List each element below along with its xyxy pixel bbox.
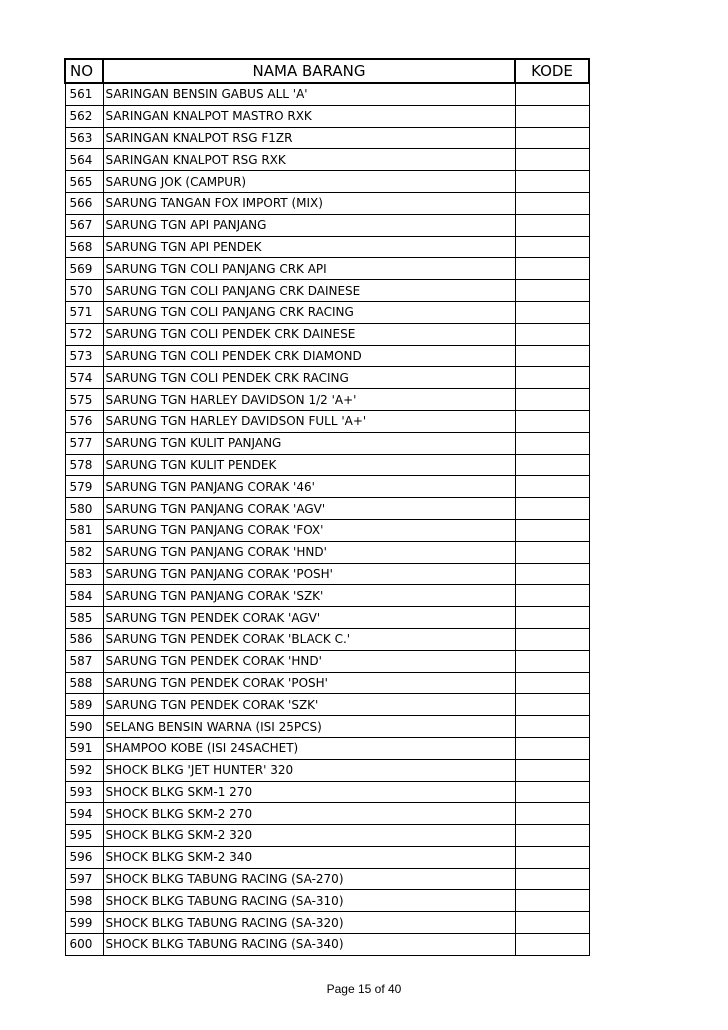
- item-code: [515, 258, 589, 280]
- item-name: SHOCK BLKG TABUNG RACING (SA-310): [103, 890, 515, 912]
- table-row: [65, 280, 589, 302]
- row-number: 578: [65, 454, 103, 476]
- item-name: SARUNG TGN PANJANG CORAK 'POSH': [103, 563, 515, 585]
- item-code: [515, 367, 589, 389]
- item-code: [515, 846, 589, 868]
- row-number: 564: [65, 149, 103, 171]
- item-table-container: [64, 58, 588, 956]
- item-name: SARUNG TGN PENDEK CORAK 'SZK': [103, 694, 515, 716]
- item-name: SHOCK BLKG SKM-1 270: [103, 781, 515, 803]
- row-number: 561: [65, 83, 103, 105]
- table-row: [65, 737, 589, 759]
- item-name: SARINGAN KNALPOT RSG F1ZR: [103, 127, 515, 149]
- item-name: SARUNG TGN PENDEK CORAK 'HND': [103, 650, 515, 672]
- item-name: SARUNG TGN PENDEK CORAK 'AGV': [103, 607, 515, 629]
- item-code: [515, 868, 589, 890]
- item-name: SARUNG TGN KULIT PENDEK: [103, 454, 515, 476]
- row-number: 580: [65, 498, 103, 520]
- item-code: [515, 628, 589, 650]
- item-name: SHOCK BLKG TABUNG RACING (SA-270): [103, 868, 515, 890]
- table-row: [65, 301, 589, 323]
- table-row: [65, 825, 589, 847]
- item-name: SARUNG TGN COLI PANJANG CRK DAINESE: [103, 280, 515, 302]
- row-number: 569: [65, 258, 103, 280]
- table-row: [65, 367, 589, 389]
- item-code: [515, 716, 589, 738]
- item-name: SARUNG JOK (CAMPUR): [103, 171, 515, 193]
- table-row: [65, 759, 589, 781]
- item-name: SELANG BENSIN WARNA (ISI 25PCS): [103, 716, 515, 738]
- item-name: SARUNG TGN KULIT PANJANG: [103, 432, 515, 454]
- table-row: [65, 83, 589, 105]
- table-row: [65, 694, 589, 716]
- row-number: 599: [65, 912, 103, 934]
- row-number: 591: [65, 737, 103, 759]
- item-code: [515, 694, 589, 716]
- table-row: [65, 432, 589, 454]
- table-row: [65, 585, 589, 607]
- table-row: [65, 563, 589, 585]
- item-code: [515, 781, 589, 803]
- table-row: [65, 214, 589, 236]
- row-number: 586: [65, 628, 103, 650]
- table-row: [65, 236, 589, 258]
- table-row: [65, 934, 589, 956]
- table-row: [65, 454, 589, 476]
- item-code: [515, 563, 589, 585]
- row-number: 579: [65, 476, 103, 498]
- item-code: [515, 432, 589, 454]
- row-number: 598: [65, 890, 103, 912]
- header-no: NO: [65, 59, 103, 83]
- item-code: [515, 825, 589, 847]
- row-number: 565: [65, 171, 103, 193]
- table-row: [65, 323, 589, 345]
- row-number: 567: [65, 214, 103, 236]
- row-number: 562: [65, 105, 103, 127]
- table-header-row: [65, 59, 589, 83]
- item-code: [515, 607, 589, 629]
- item-name: SARUNG TGN PANJANG CORAK '46': [103, 476, 515, 498]
- item-name: SARUNG TGN PANJANG CORAK 'AGV': [103, 498, 515, 520]
- item-code: [515, 83, 589, 105]
- table-row: [65, 628, 589, 650]
- row-number: 582: [65, 541, 103, 563]
- item-name: SARUNG TGN HARLEY DAVIDSON FULL 'A+': [103, 410, 515, 432]
- item-code: [515, 476, 589, 498]
- table-row: [65, 171, 589, 193]
- item-name: SARUNG TGN PANJANG CORAK 'FOX': [103, 519, 515, 541]
- table-row: [65, 716, 589, 738]
- row-number: 581: [65, 519, 103, 541]
- item-name: SHOCK BLKG TABUNG RACING (SA-340): [103, 934, 515, 956]
- row-number: 576: [65, 410, 103, 432]
- row-number: 589: [65, 694, 103, 716]
- item-code: [515, 934, 589, 956]
- row-number: 574: [65, 367, 103, 389]
- item-code: [515, 410, 589, 432]
- page-number: Page 15 of 40: [326, 982, 402, 996]
- item-code: [515, 171, 589, 193]
- table-row: [65, 912, 589, 934]
- row-number: 584: [65, 585, 103, 607]
- row-number: 593: [65, 781, 103, 803]
- item-name: SARUNG TGN COLI PENDEK CRK DAINESE: [103, 323, 515, 345]
- row-number: 583: [65, 563, 103, 585]
- item-code: [515, 192, 589, 214]
- item-code: [515, 650, 589, 672]
- item-code: [515, 890, 589, 912]
- item-name: SARUNG TANGAN FOX IMPORT (MIX): [103, 192, 515, 214]
- table-row: [65, 410, 589, 432]
- item-code: [515, 585, 589, 607]
- row-number: 570: [65, 280, 103, 302]
- row-number: 568: [65, 236, 103, 258]
- row-number: 594: [65, 803, 103, 825]
- table-row: [65, 498, 589, 520]
- table-row: [65, 607, 589, 629]
- table-row: [65, 781, 589, 803]
- item-name: SARUNG TGN PENDEK CORAK 'POSH': [103, 672, 515, 694]
- header-nama-barang: NAMA BARANG: [103, 59, 515, 83]
- table-row: [65, 149, 589, 171]
- table-row: [65, 476, 589, 498]
- table-row: [65, 258, 589, 280]
- item-code: [515, 737, 589, 759]
- item-code: [515, 498, 589, 520]
- item-name: SHOCK BLKG 'JET HUNTER' 320: [103, 759, 515, 781]
- row-number: 600: [65, 934, 103, 956]
- table-row: [65, 127, 589, 149]
- table-row: [65, 519, 589, 541]
- table-row: [65, 105, 589, 127]
- item-name: SARUNG TGN COLI PENDEK CRK DIAMOND: [103, 345, 515, 367]
- row-number: 575: [65, 389, 103, 411]
- item-code: [515, 127, 589, 149]
- item-code: [515, 389, 589, 411]
- item-code: [515, 280, 589, 302]
- item-name: SHOCK BLKG SKM-2 340: [103, 846, 515, 868]
- row-number: 587: [65, 650, 103, 672]
- item-name: SARUNG TGN API PANJANG: [103, 214, 515, 236]
- item-name: SHOCK BLKG TABUNG RACING (SA-320): [103, 912, 515, 934]
- item-code: [515, 345, 589, 367]
- row-number: 571: [65, 301, 103, 323]
- item-code: [515, 301, 589, 323]
- row-number: 590: [65, 716, 103, 738]
- table-row: [65, 868, 589, 890]
- table-row: [65, 803, 589, 825]
- table-row: [65, 345, 589, 367]
- item-table: [64, 58, 590, 956]
- item-code: [515, 454, 589, 476]
- item-name: SARUNG TGN API PENDEK: [103, 236, 515, 258]
- item-code: [515, 105, 589, 127]
- row-number: 588: [65, 672, 103, 694]
- row-number: 585: [65, 607, 103, 629]
- item-name: SHOCK BLKG SKM-2 270: [103, 803, 515, 825]
- item-name: SHAMPOO KOBE (ISI 24SACHET): [103, 737, 515, 759]
- item-code: [515, 803, 589, 825]
- row-number: 577: [65, 432, 103, 454]
- row-number: 572: [65, 323, 103, 345]
- item-code: [515, 323, 589, 345]
- item-code: [515, 672, 589, 694]
- row-number: 592: [65, 759, 103, 781]
- table-row: [65, 650, 589, 672]
- item-name: SARINGAN BENSIN GABUS ALL 'A': [103, 83, 515, 105]
- table-row: [65, 672, 589, 694]
- item-code: [515, 149, 589, 171]
- row-number: 573: [65, 345, 103, 367]
- table-row: [65, 192, 589, 214]
- item-name: SARUNG TGN COLI PANJANG CRK API: [103, 258, 515, 280]
- item-name: SARUNG TGN PANJANG CORAK 'HND': [103, 541, 515, 563]
- item-code: [515, 214, 589, 236]
- table-row: [65, 890, 589, 912]
- item-name: SARINGAN KNALPOT RSG RXK: [103, 149, 515, 171]
- item-code: [515, 236, 589, 258]
- row-number: 596: [65, 846, 103, 868]
- table-row: [65, 846, 589, 868]
- item-name: SARUNG TGN PANJANG CORAK 'SZK': [103, 585, 515, 607]
- item-name: SARUNG TGN PENDEK CORAK 'BLACK C.': [103, 628, 515, 650]
- table-row: [65, 541, 589, 563]
- row-number: 566: [65, 192, 103, 214]
- row-number: 595: [65, 825, 103, 847]
- item-name: SARINGAN KNALPOT MASTRO RXK: [103, 105, 515, 127]
- item-code: [515, 912, 589, 934]
- item-name: SHOCK BLKG SKM-2 320: [103, 825, 515, 847]
- item-name: SARUNG TGN HARLEY DAVIDSON 1/2 'A+': [103, 389, 515, 411]
- item-code: [515, 759, 589, 781]
- header-kode: KODE: [515, 59, 589, 83]
- item-name: SARUNG TGN COLI PANJANG CRK RACING: [103, 301, 515, 323]
- table-row: [65, 389, 589, 411]
- row-number: 563: [65, 127, 103, 149]
- item-code: [515, 519, 589, 541]
- table-body: [65, 83, 589, 955]
- item-code: [515, 541, 589, 563]
- row-number: 597: [65, 868, 103, 890]
- item-name: SARUNG TGN COLI PENDEK CRK RACING: [103, 367, 515, 389]
